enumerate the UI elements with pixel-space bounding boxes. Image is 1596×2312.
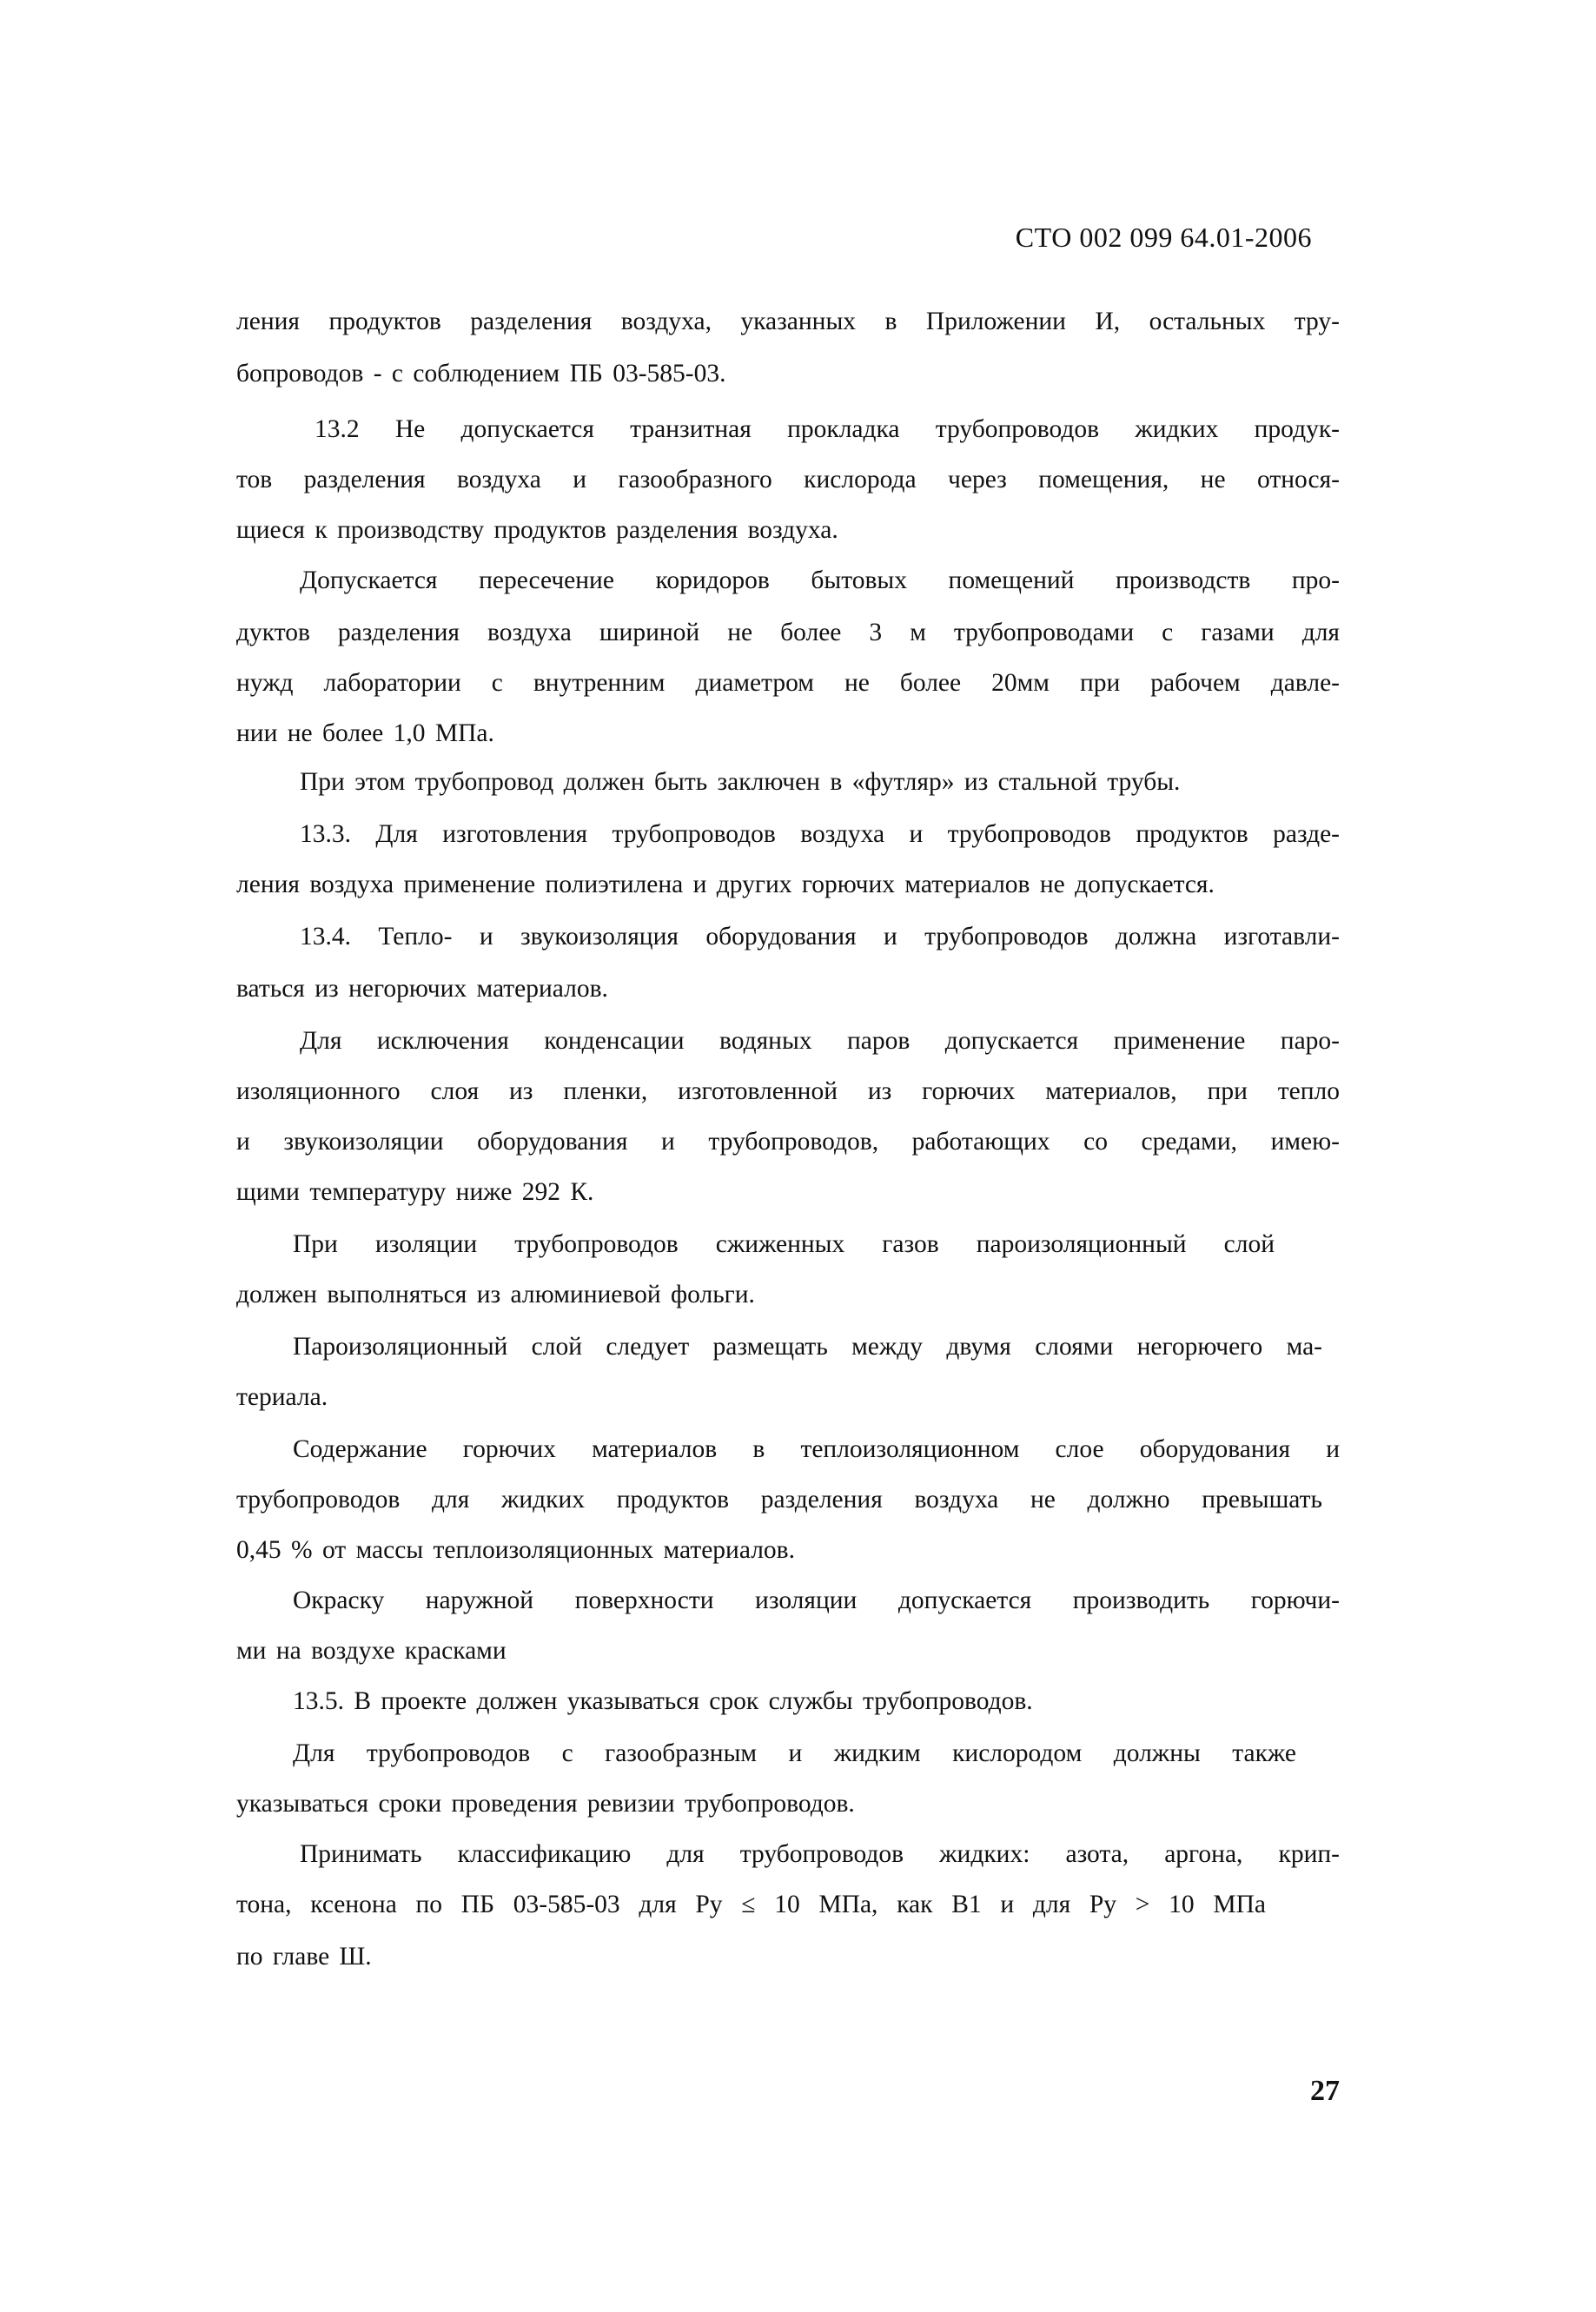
text-line: тов разделения воздуха и газообразного кислорода через помещения, не относя- xyxy=(236,466,1340,494)
text-line: 13.4. Тепло- и звукоизоляция оборудования и трубопроводов должна изготавли- xyxy=(300,923,1340,951)
text-line: ления воздуха применение полиэтилена и других горючих материалов не допускается. xyxy=(236,871,1215,898)
text-line: ми на воздухе красками xyxy=(236,1637,507,1665)
text-line: ления продуктов разделения воздуха, указанных в Приложении И, остальных тру- xyxy=(236,308,1340,335)
text-line: дуктов разделения воздуха шириной не более 3 м трубопроводами с газами для xyxy=(236,619,1340,646)
text-line: бопроводов - с соблюдением ПБ 03-585-03. xyxy=(236,360,726,388)
text-line: Окраску наружной поверхности изоляции допускается производить горючи- xyxy=(293,1587,1340,1614)
text-line: нии не более 1,0 МПа. xyxy=(236,719,494,747)
text-line: и звукоизоляции оборудования и трубопроводов, работающих со средами, имею- xyxy=(236,1128,1340,1156)
text-line: указываться сроки проведения ревизии трубопроводов. xyxy=(236,1790,855,1818)
text-line: трубопроводов для жидких продуктов разделения воздуха не должно превышать xyxy=(236,1486,1322,1514)
text-line: 0,45 % от массы теплоизоляционных материалов. xyxy=(236,1536,795,1564)
text-line: Для трубопроводов с газообразным и жидким кислородом должны также xyxy=(293,1739,1296,1767)
text-line: должен выполняться из алюминиевой фольги. xyxy=(236,1281,755,1308)
text-line: щими температуру ниже 292 К. xyxy=(236,1178,594,1206)
text-line: 13.3. Для изготовления трубопроводов воздуха и трубопроводов продуктов разде- xyxy=(300,820,1340,848)
text-line: 13.2 Не допускается транзитная прокладка трубопроводов жидких продук- xyxy=(315,415,1340,443)
text-line: При изоляции трубопроводов сжиженных газов пароизоляционный слой xyxy=(293,1230,1275,1258)
text-line: щиеся к производству продуктов разделения воздуха. xyxy=(236,516,838,544)
text-line: тона, ксенона по ПБ 03-585-03 для Ру ≤ 10 МПа, как В1 и для Ру > 10 МПа xyxy=(236,1891,1266,1918)
text-line: При этом трубопровод должен быть заключен в «футляр» из стальной трубы. xyxy=(300,768,1181,796)
text-line: изоляционного слоя из пленки, изготовленной из горючих материалов, при тепло xyxy=(236,1077,1340,1105)
page-number: 27 xyxy=(1310,2075,1340,2107)
document-code-header: СТО 002 099 64.01-2006 xyxy=(1015,222,1312,253)
text-line: Для исключения конденсации водяных паров допускается применение паро- xyxy=(300,1027,1340,1055)
text-line: Принимать классификацию для трубопроводов жидких: азота, аргона, крип- xyxy=(300,1840,1340,1868)
text-line: Содержание горючих материалов в теплоизоляционном слое оборудования и xyxy=(293,1435,1340,1463)
text-line: по главе Ш. xyxy=(236,1943,372,1971)
text-line: териала. xyxy=(236,1383,328,1411)
text-line: ваться из негорючих материалов. xyxy=(236,975,608,1003)
text-line: нужд лаборатории с внутренним диаметром не более 20мм при рабочем давле- xyxy=(236,669,1340,697)
text-line: Пароизоляционный слой следует размещать между двумя слоями негорючего ма- xyxy=(293,1333,1322,1361)
text-line: 13.5. В проекте должен указываться срок службы трубопроводов. xyxy=(293,1687,1033,1715)
text-line: Допускается пересечение коридоров бытовых помещений производств про- xyxy=(300,566,1340,594)
